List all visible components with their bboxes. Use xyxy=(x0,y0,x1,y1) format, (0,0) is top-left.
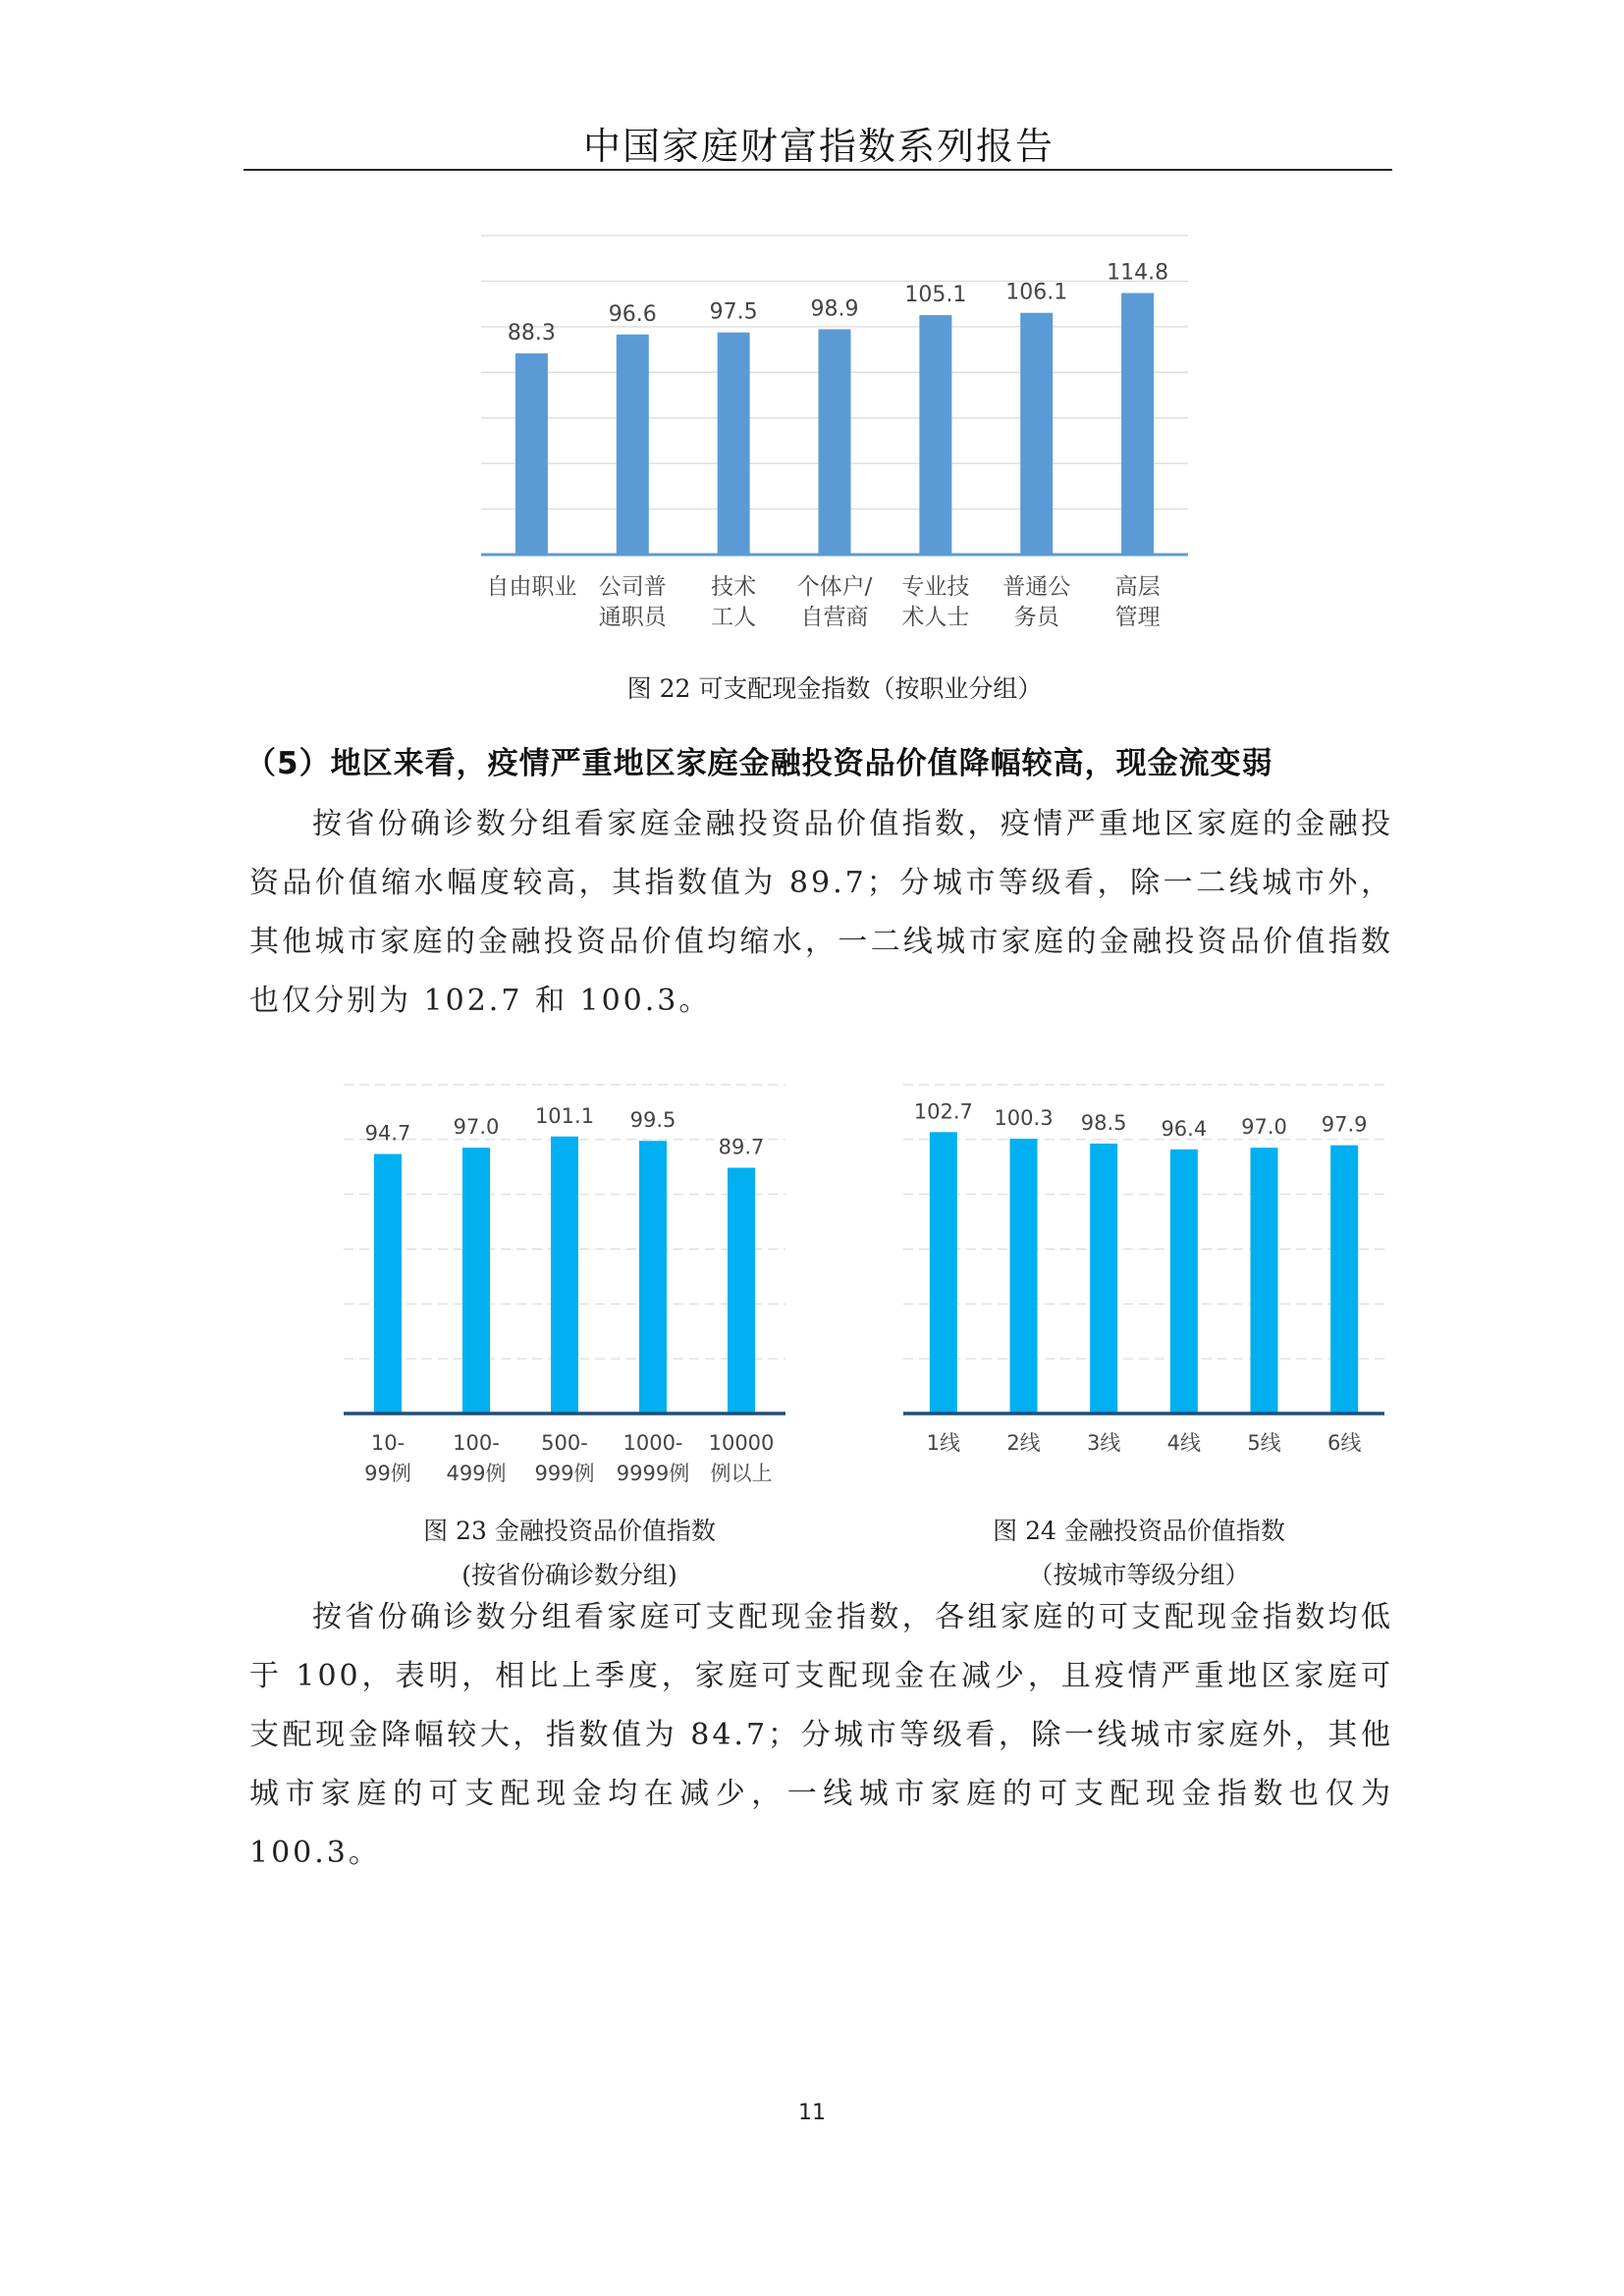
category-tick-label: 管理 xyxy=(1114,605,1161,630)
data-label: 89.7 xyxy=(718,1135,765,1159)
bar xyxy=(819,329,851,555)
page-number: 11 xyxy=(798,2101,826,2125)
figure-22-caption: 图 22 可支配现金指数（按职业分组） xyxy=(626,674,1043,703)
category-tick-label: 10000 xyxy=(708,1431,775,1455)
category-tick-label: 普通公 xyxy=(1002,574,1071,600)
chart-province-cases-financial-assets xyxy=(324,1070,815,1502)
figure-23-caption-line2: (按省份确诊数分组) xyxy=(461,1561,677,1589)
category-tick-label: 术人士 xyxy=(901,605,970,630)
bar xyxy=(1020,313,1053,555)
category-tick-label: 3线 xyxy=(1086,1431,1121,1455)
data-label: 100.3 xyxy=(994,1105,1054,1130)
data-label: 97.0 xyxy=(453,1115,500,1140)
data-label: 98.5 xyxy=(1080,1111,1127,1136)
data-label: 102.7 xyxy=(913,1099,973,1124)
bar xyxy=(1010,1139,1038,1414)
category-tick-label: 500- xyxy=(541,1431,588,1455)
category-tick-label: 专业技 xyxy=(901,574,970,600)
bar xyxy=(728,1168,755,1414)
category-tick-label: 99例 xyxy=(364,1462,411,1485)
bar xyxy=(1330,1146,1358,1414)
section-heading: （5）地区来看，疫情严重地区家庭金融投资品价值降幅较高，现金流变弱 xyxy=(245,746,1273,781)
header-divider xyxy=(244,169,1392,171)
data-label: 99.5 xyxy=(629,1108,677,1133)
figure-24-caption-line1: 图 24 金融投资品价值指数 xyxy=(993,1517,1285,1545)
category-tick-label: 工人 xyxy=(711,605,757,630)
category-tick-label: 100- xyxy=(453,1431,500,1455)
chart-occupation-disposable-cash xyxy=(461,226,1208,648)
category-tick-label: 10- xyxy=(370,1431,406,1455)
category-tick-label: 自由职业 xyxy=(486,574,577,600)
bar xyxy=(639,1141,667,1414)
data-label: 97.5 xyxy=(709,299,758,325)
bar xyxy=(1170,1149,1198,1414)
category-tick-label: 例以上 xyxy=(710,1462,773,1485)
data-label: 105.1 xyxy=(904,283,967,308)
category-tick-label: 通职员 xyxy=(598,605,667,630)
category-tick-label: 1000- xyxy=(623,1431,683,1455)
figure-24-caption-line2: （按城市等级分组） xyxy=(1028,1561,1250,1589)
category-tick-label: 自营商 xyxy=(800,605,869,630)
category-tick-label: 务员 xyxy=(1013,605,1059,630)
data-label: 97.9 xyxy=(1321,1112,1368,1137)
data-label: 101.1 xyxy=(534,1103,595,1128)
data-label: 94.7 xyxy=(364,1121,411,1146)
data-label: 106.1 xyxy=(1005,280,1068,305)
bar xyxy=(1251,1148,1278,1414)
data-label: 96.6 xyxy=(608,301,657,327)
report-header-title: 中国家庭财富指数系列报告 xyxy=(582,125,1055,168)
category-tick-label: 技术 xyxy=(711,574,757,600)
data-label: 114.8 xyxy=(1107,260,1169,286)
bar xyxy=(718,333,750,555)
paragraph-financial-assets: 按省份确诊数分组看家庭金融投资品价值指数，疫情严重地区家庭的金融投资品价值缩水幅度较高，其指数值为 89.7；分城市等级看，除一二线城市外，其他城市家庭的金融投资品价值均缩水，一二线城市家庭的金融投资品价值指数也仅分别为 102.7 和 100.3。 xyxy=(249,807,1393,1018)
category-tick-label: 个体户/ xyxy=(796,574,873,600)
bar xyxy=(930,1132,957,1414)
category-tick-label: 1线 xyxy=(926,1431,961,1455)
bar xyxy=(462,1148,490,1414)
category-tick-label: 2线 xyxy=(1006,1431,1041,1455)
category-tick-label: 高层 xyxy=(1114,574,1161,600)
bar xyxy=(919,315,951,555)
data-label: 88.3 xyxy=(507,321,556,347)
category-tick-label: 6线 xyxy=(1326,1431,1362,1455)
bar xyxy=(515,353,548,555)
category-tick-label: 999例 xyxy=(534,1462,595,1485)
chart-city-tier-financial-assets xyxy=(884,1070,1394,1502)
category-tick-label: 4线 xyxy=(1166,1431,1202,1455)
category-tick-label: 499例 xyxy=(446,1462,507,1485)
bar xyxy=(374,1154,402,1414)
bar xyxy=(1121,294,1154,556)
paragraph-disposable-cash: 按省份确诊数分组看家庭可支配现金指数，各组家庭的可支配现金指数均低于 100，表明，相比上季度，家庭可支配现金在减少，且疫情严重地区家庭可支配现金降幅较大，指数值为 84.7；分城市等级看，除一线城市家庭外，其他城市家庭的可支配现金均在减少，一线城市家庭的可支配现金指数也仅为 100.3。 xyxy=(249,1600,1393,1870)
data-label: 98.9 xyxy=(810,296,859,322)
category-tick-label: 公司普 xyxy=(598,574,667,600)
bar xyxy=(617,335,649,555)
data-label: 96.4 xyxy=(1161,1116,1208,1141)
bar xyxy=(551,1137,578,1414)
category-tick-label: 5线 xyxy=(1247,1431,1281,1455)
data-label: 97.0 xyxy=(1241,1115,1287,1140)
category-tick-label: 9999例 xyxy=(616,1462,690,1485)
bar xyxy=(1090,1144,1117,1414)
figure-23-caption-line1: 图 23 金融投资品价值指数 xyxy=(423,1517,716,1545)
